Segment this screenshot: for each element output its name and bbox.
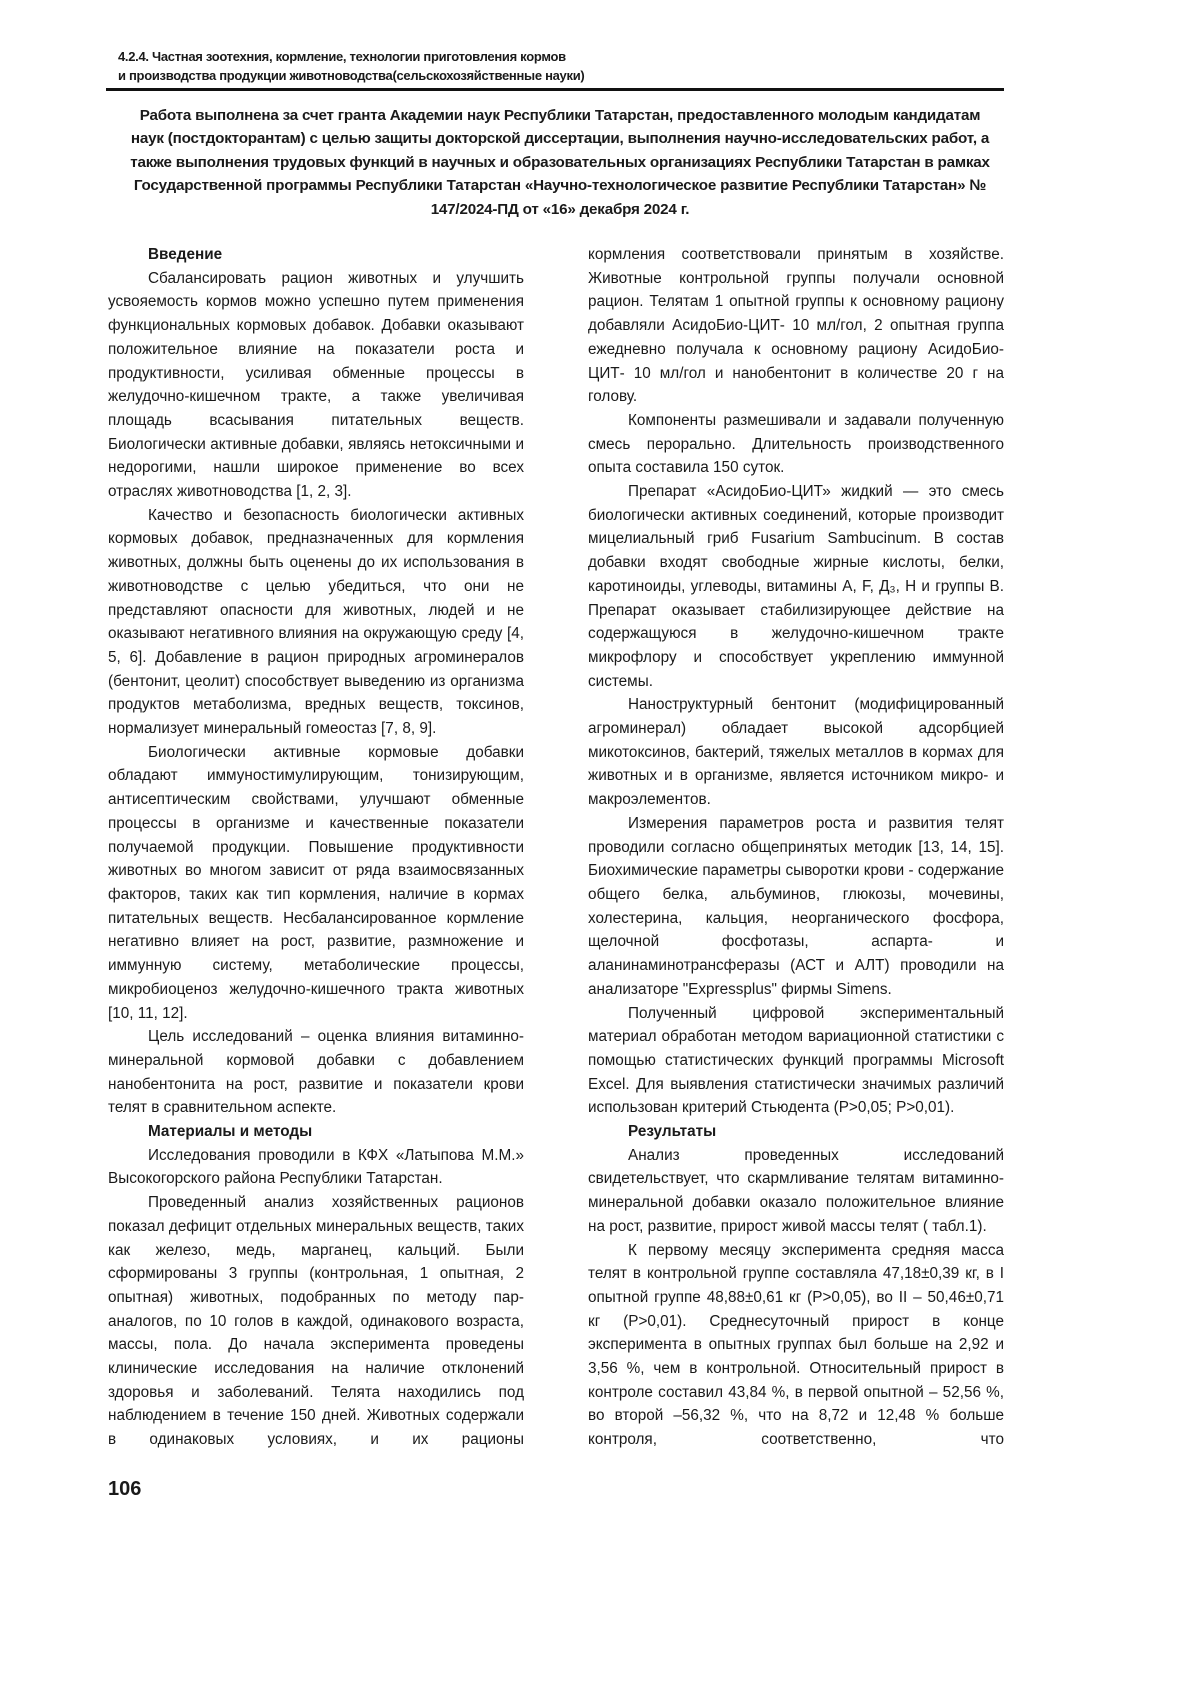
paragraph: Компоненты размешивали и задавали полученную смесь перорально. Длительность производственного опыта составила 150 суток. — [588, 411, 1004, 477]
section-heading-introduction: Введение — [148, 246, 223, 263]
running-header-line-2: и производства продукции животноводства(сельскохозяйственные науки) — [118, 68, 585, 83]
section-heading-methods: Материалы и методы — [148, 1123, 313, 1141]
section-heading-results: Результаты — [628, 1123, 717, 1141]
paragraph: К первому месяцу эксперимента средняя масса телят в контрольной группе составляла 47,18±0,39 кг, в I опытной группе 48,88±0,61 кг (Р>0,05), во II – 50,46±0,71 кг (Р>0,01). Среднесуточный прирост в конце эксперимента в опытных группах был больше на 2,92 и 3,56 %, чем в контрольной. Относительный прирост в контроле составил 43,84 %, в первой опытной – 52,56 %, во второй –56,32 %, что на 8,72 и 12,48 % больше контроля, соответственно, что — [588, 1241, 1004, 1449]
left-column — [108, 243, 524, 1452]
paragraph: Анализ проведенных исследований свидетельствует, что скармливание телятам витаминно-минеральной добавки оказало положительное влияние на рост, развитие, прирост живой массы телят ( табл.1). — [588, 1146, 1004, 1235]
paragraph: Наноструктурный бентонит (модифицированный агроминерал) обладает высокой адсорбцией микотоксинов, бактерий, тяжелых металлов в кормах для животных и в организме, является источником микро- и макроэлементов. — [588, 696, 1004, 809]
paragraph: Измерения параметров роста и развития телят проводили согласно общепринятых методик [13, 14, 15]. Биохимические параметры сыворотки крови - содержание общего белка, альбуминов, глюкозы, мочевины, холестерина, кальция, неорганического фосфора, щелочной фосфотазы, аспарта- и аланинаминотрансферазы (АСТ и АЛТ) проводили на анализаторе "Expressplus" фирмы Simens. — [588, 814, 1004, 998]
paragraph: Цель исследований – оценка влияния витаминно-минеральной кормовой добавки с добавлением нанобентонита на рост, развитие и показатели крови телят в сравнительном аспекте. — [108, 1028, 524, 1117]
paragraph: Качество и безопасность биологически активных кормовых добавок, предназначенных для кормления животных, должны быть оценены до их использования в животноводстве с целью убедиться, что они не представляют опасности для животных, людей и не оказывают негативного влияния на окружающую среду [4, 5, 6]. Добавление в рацион природных агроминералов (бентонит, цеолит) способствует выведению из организма продуктов метаболизма, вредных веществ, токсинов, нормализует минеральный гомеостаз [7, 8, 9]. — [108, 506, 524, 738]
paragraph: Проведенный анализ хозяйственных рационов показал дефицит отдельных минеральных веществ, таких как железо, медь, марганец, кальций. Были сформированы 3 группы (контрольная, 1 опытная, 2 опытная) животных, подобранных по методу пар-аналогов, по 10 голов в каждой, одинакового возраста, массы, пола. До начала эксперимента проведены клинические исследования на наличие отклонений здоровья и заболеваний. Телята находились под наблюдением в течение 150 дней. Животных содержали в одинаковых условиях, и их рационы — [108, 1194, 524, 1449]
paragraph: Биологически активные кормовые добавки обладают иммуностимулирующим, тонизирующим, антисептическим свойствами, улучшают обменные процессы в организме и качественные показатели получаемой продукции. Повышение продуктивности животных во многом зависит от ряда взаимосвязанных факторов, таких как тип кормления, наличие в кормах питательных веществ. Несбалансированное кормление негативно влияет на рост, развитие, размножение и иммунную систему, метаболические процессы, микробиоценоз желудочно-кишечного тракта животных [10, 11, 12]. — [108, 743, 524, 1022]
header-divider — [106, 88, 1004, 91]
paragraph: Исследования проводили в КФХ «Латыпова М.М.» Высокогорского района Республики Татарстан. — [108, 1146, 524, 1188]
running-header — [118, 47, 584, 85]
page-number: 106 — [108, 1478, 142, 1500]
running-header-line-1: 4.2.4. Частная зоотехния, кормление, технологии приготовления кормов — [118, 49, 566, 64]
paragraph: кормления соответствовали принятым в хозяйстве. Животные контрольной группы получали основной рацион. Телятам 1 опытной группы к основному рациону добавляли АсидоБио-ЦИТ- 10 мл/гол, 2 опытная группа ежедневно получала к основному рациону АсидоБио-ЦИТ- 10 мл/гол и нанобентонит в количестве 20 г на голову. — [588, 246, 1004, 406]
right-column — [588, 243, 1004, 1452]
paragraph: Препарат «АсидоБио-ЦИТ» жидкий — это смесь биологически активных соединений, которые производит мицелиальный гриб Fusarium Sambucinum. В состав добавки входят свободные жирные кислоты, белки, каротиноиды, углеводы, витамины А, F, Д₃, Н и группы В. Препарат оказывает стабилизирующее действие на содержащуюся в желудочно-кишечном тракте микрофлору и способствует укреплению иммунной системы. — [588, 483, 1004, 690]
paragraph: Полученный цифровой экспериментальный материал обработан методом вариационной статистики с помощью статистических функций программы Microsoft Excel. Для выявления статистически значимых различий использован критерий Стьюдента (Р>0,05; Р>0,01). — [588, 1004, 1004, 1117]
grant-acknowledgement: Работа выполнена за счет гранта Академии наук Республики Татарстан, предоставленного молодым кандидатам наук (постдокторантам) с целью защиты докторской диссертации, выполнения научно-исследовательских работ, а также выполнения трудовых функций в научных и образовательных организациях Республики Татарстан в рамках Государственной программы Республики Татарстан «Научно-технологическое развитие Республики Татарстан» № 147/2024-ПД от «16» декабря 2024 г. — [130, 107, 990, 218]
paragraph: Сбалансировать рацион животных и улучшить усвояемость кормов можно успешно путем применения функциональных кормовых добавок. Добавки оказывают положительное влияние на показатели роста и продуктивности, усиливая обменные процессы в желудочно-кишечном тракте, а также увеличивая площадь всасывания питательных веществ. Биологически активные добавки, являясь нетоксичными и недорогими, нашли широкое применение во всех отраслях животноводства [1, 2, 3]. — [108, 269, 524, 501]
